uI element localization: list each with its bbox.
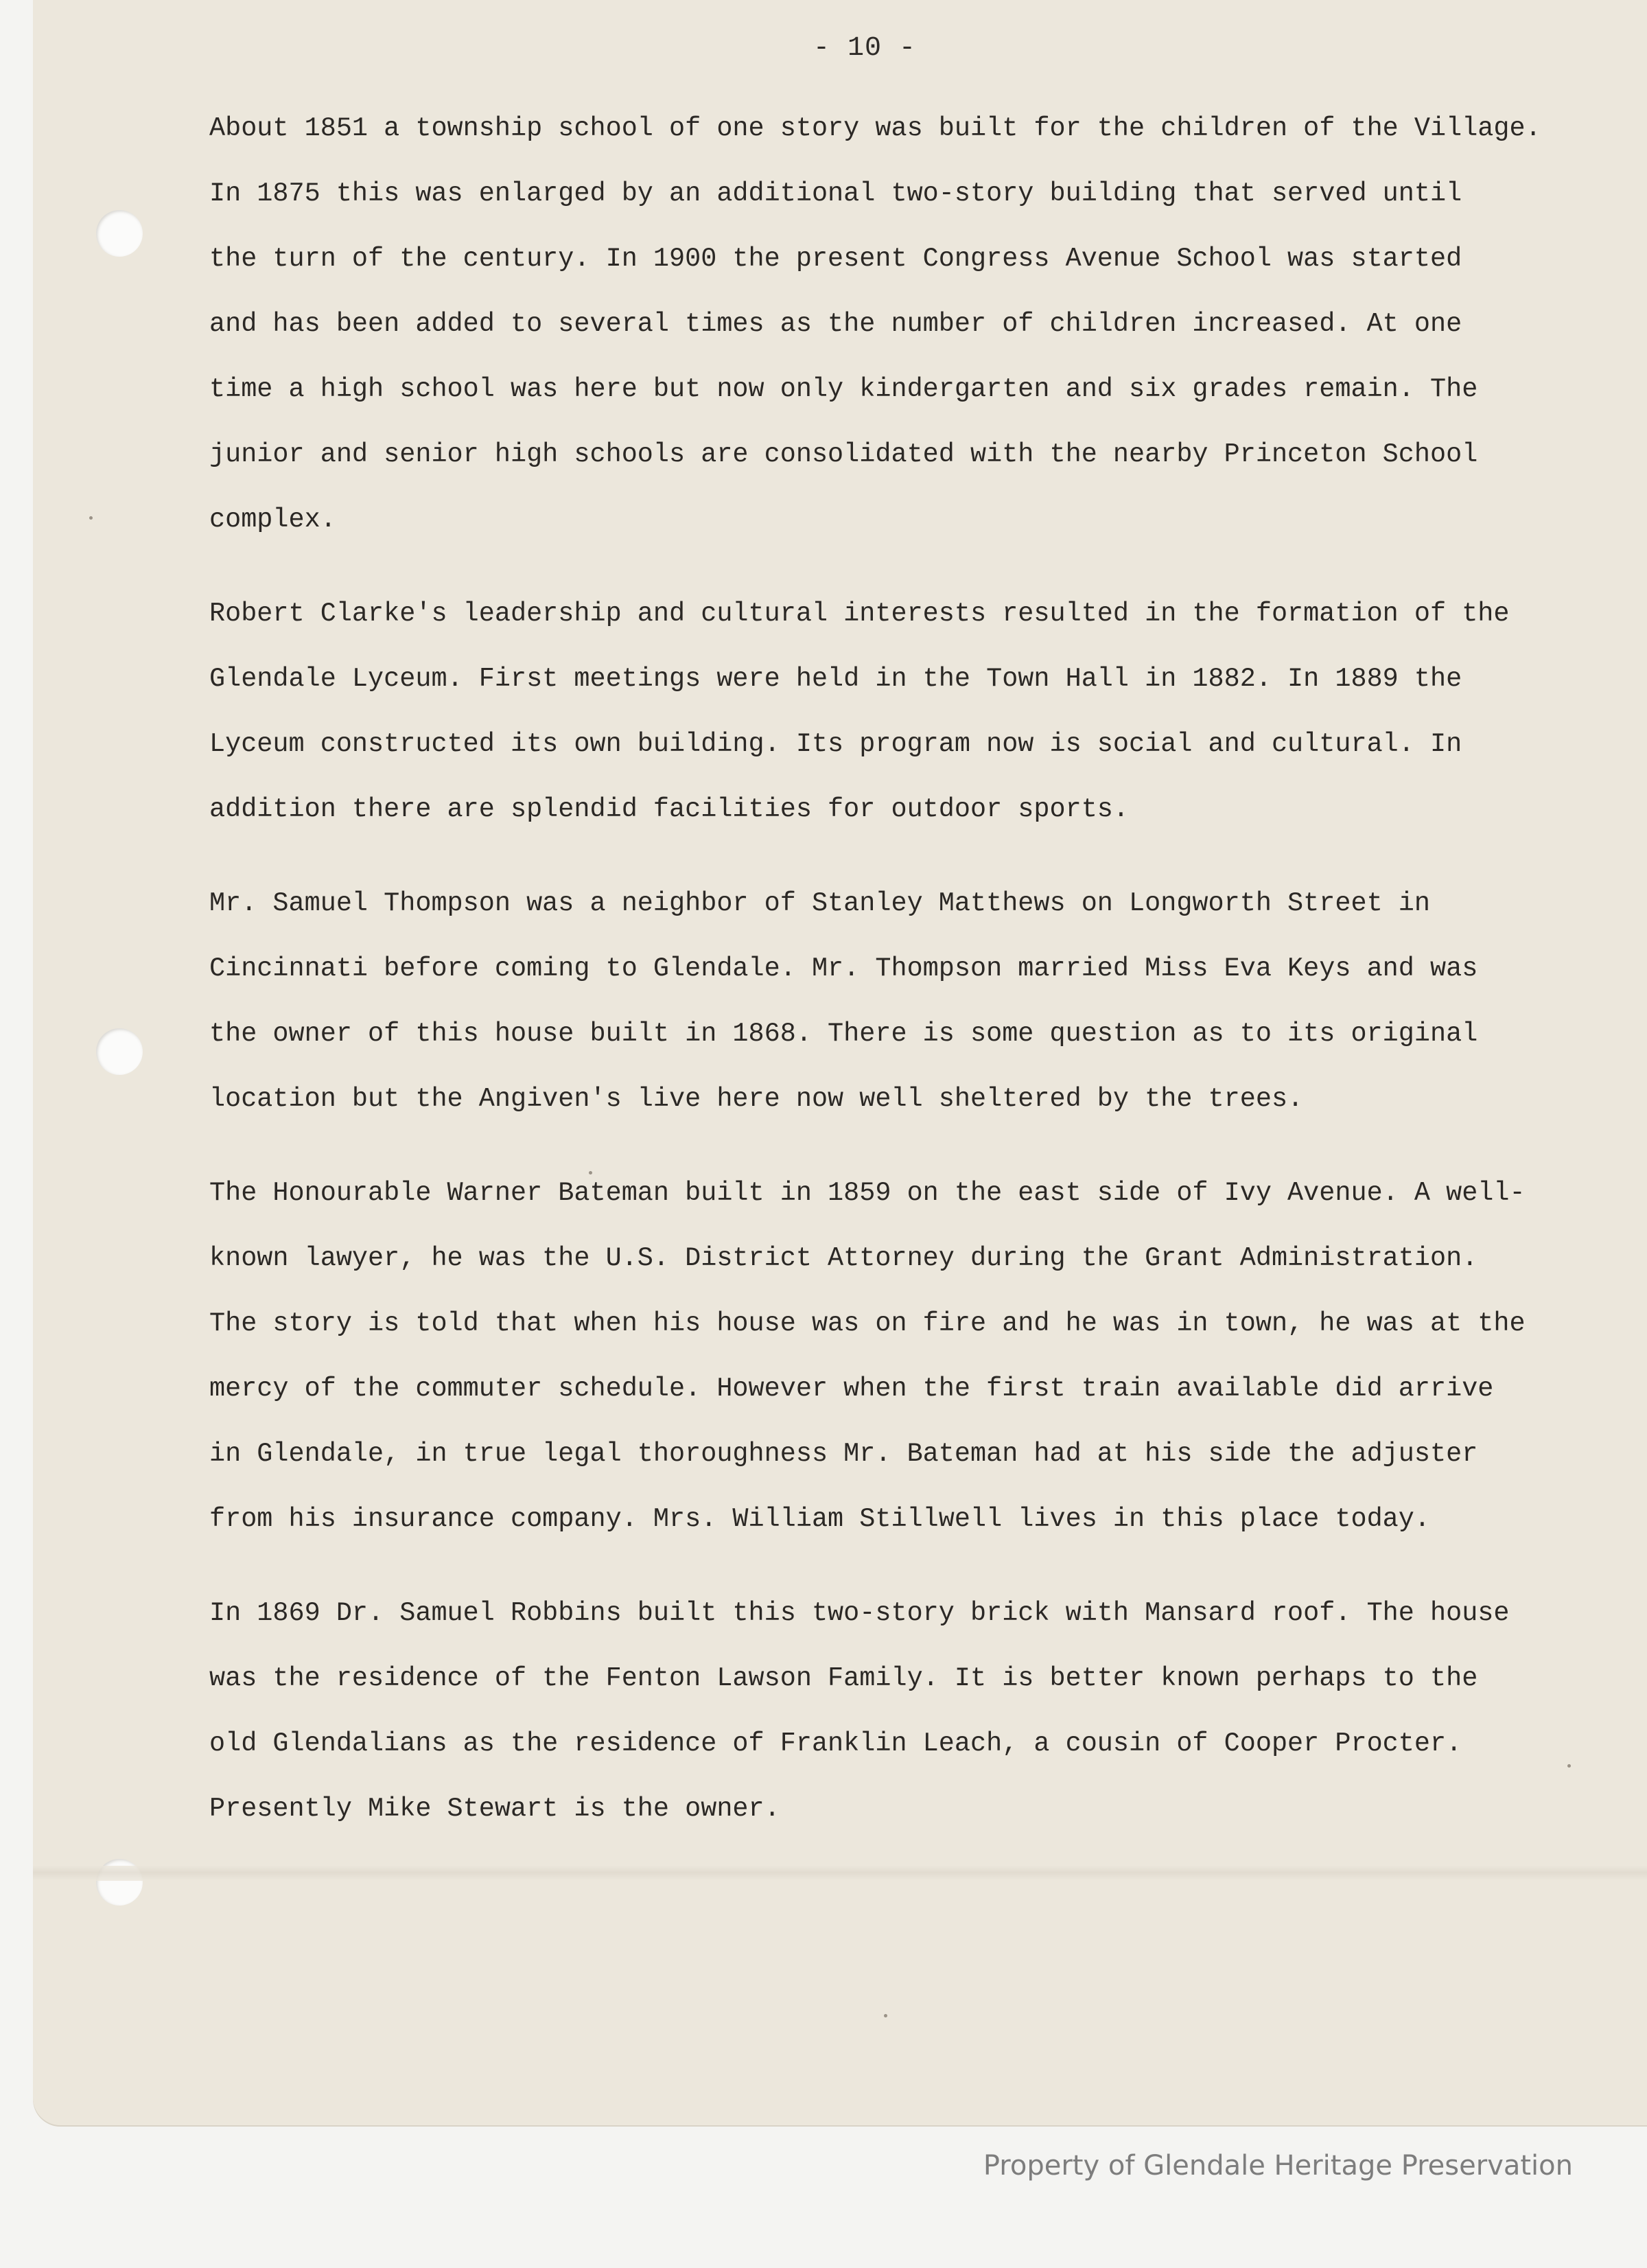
text-line: old Glendalians as the residence of Franklin Leach, a cousin of Cooper Procter. (209, 1728, 1462, 1759)
text-line: the turn of the century. In 1900 the present Congress Avenue School was started (209, 244, 1462, 274)
text-line: The story is told that when his house was on fire and he was in town, he was at the (209, 1308, 1526, 1339)
text-line: junior and senior high schools are consolidated with the nearby Princeton School (209, 439, 1478, 470)
text-line: in Glendale, in true legal thoroughness Mr. Bateman had at his side the adjuster (209, 1439, 1478, 1469)
paragraph-thompson-house (209, 871, 1596, 1132)
paragraph-robbins-house (209, 1581, 1596, 1842)
text-line: addition there are splendid facilities for outdoor sports. (209, 794, 1130, 824)
paragraph-school-history (209, 96, 1596, 553)
typed-page (33, 0, 1647, 2127)
text-line: time a high school was here but now only kindergarten and six grades remain. The (209, 374, 1478, 404)
text-line: complex. (209, 505, 336, 535)
text-line: Cincinnati before coming to Glendale. Mr. Thompson married Miss Eva Keys and was (209, 953, 1478, 984)
text-line: and has been added to several times as the number of children increased. At one (209, 309, 1462, 339)
paper-speck (884, 2014, 887, 2017)
watermark-text: Property of Glendale Heritage Preservation (983, 2150, 1573, 2182)
text-line: was the residence of the Fenton Lawson Family. It is better known perhaps to the (209, 1663, 1478, 1693)
text-line: from his insurance company. Mrs. William Stillwell lives in this place today. (209, 1504, 1430, 1534)
binder-hole-middle (96, 1028, 143, 1075)
text-line: Presently Mike Stewart is the owner. (209, 1794, 780, 1824)
page-number: - 10 - (813, 33, 917, 64)
text-line: The Honourable Warner Bateman built in 1859 on the east side of Ivy Avenue. A well- (209, 1178, 1526, 1208)
text-line: Robert Clarke's leadership and cultural interests resulted in the formation of the (209, 599, 1510, 629)
text-line: known lawyer, he was the U.S. District Attorney during the Grant Administration. (209, 1243, 1478, 1273)
paper-speck (89, 516, 93, 520)
text-line: Glendale Lyceum. First meetings were held in the Town Hall in 1882. In 1889 the (209, 664, 1462, 694)
text-line: the owner of this house built in 1868. There is some question as to its original (209, 1019, 1478, 1049)
text-line: mercy of the commuter schedule. However when the first train available did arrive (209, 1374, 1494, 1404)
paragraph-bateman-house (209, 1161, 1596, 1552)
document-body (209, 96, 1596, 1871)
text-line: In 1869 Dr. Samuel Robbins built this two-story brick with Mansard roof. The house (209, 1598, 1510, 1628)
text-line: location but the Angiven's live here now well sheltered by the trees. (209, 1084, 1304, 1114)
binder-hole-top (96, 210, 143, 257)
paragraph-glendale-lyceum (209, 581, 1596, 842)
text-line: Lyceum constructed its own building. Its program now is social and cultural. In (209, 729, 1462, 759)
text-line: Mr. Samuel Thompson was a neighbor of Stanley Matthews on Longworth Street in (209, 888, 1430, 918)
text-line: About 1851 a township school of one story was built for the children of the Village. (209, 113, 1541, 143)
text-line: In 1875 this was enlarged by an additional two-story building that served until (209, 178, 1462, 209)
